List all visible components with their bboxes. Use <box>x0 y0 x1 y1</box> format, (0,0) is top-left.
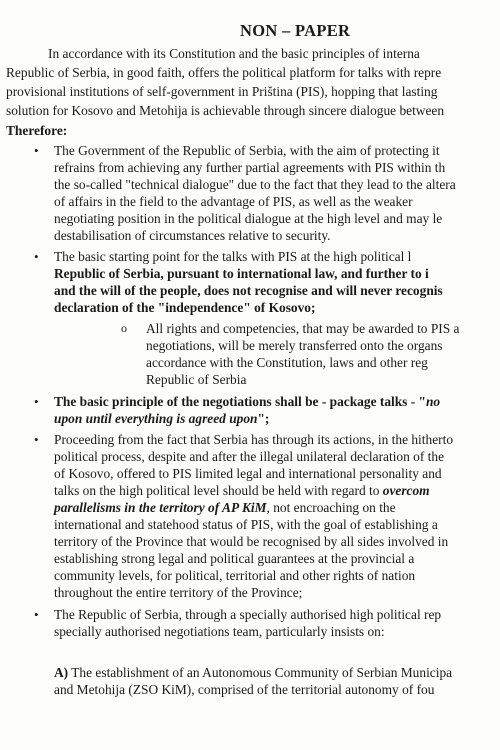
bullet-4-line-4 <box>54 482 430 499</box>
bullet-1-line-2: refrains from achieving any further partial agreements with PIS within th <box>54 160 446 175</box>
intro-line-3: provisional institutions of self-government in Priština (PIS), hopping that lasting <box>6 84 438 99</box>
bullet-4-line-5-text: , not encroaching on the <box>266 500 396 515</box>
bullet-4-line-8: establishing strong legal and political guarantees at the provincial a <box>54 551 415 566</box>
bullet-3-line-1 <box>54 393 440 410</box>
bullet-4-line-5-emphasis: parallelisms in the territory of AP KiM <box>54 500 267 515</box>
bullet-marker: • <box>34 143 39 158</box>
sub-bullet-line-2: negotiations, will be merely transferred onto the organs <box>146 338 443 353</box>
bullet-3-line-2-emphasis: upon until everything is agreed upon <box>54 411 258 426</box>
document-title: NON – PAPER <box>240 21 351 40</box>
point-a-line-1-text: The establishment of an Autonomous Community of Serbian Municipa <box>68 665 453 680</box>
bullet-4-line-1: Proceeding from the fact that Serbia has through its actions, in the hitherto <box>54 432 454 447</box>
bullet-2-line-1: The basic starting point for the talks with PIS at the high political l <box>54 249 412 264</box>
point-a-line-2: and Metohija (ZSO KiM), comprised of the territorial autonomy of fou <box>54 682 435 697</box>
bullet-3-line-1-emphasis: no <box>425 394 441 409</box>
bullet-3-line-1-text: The basic principle of the negotiations shall be - package talks - " <box>54 394 426 409</box>
bullet-marker: • <box>34 432 39 447</box>
bullet-5-line-2: specially authorised negotiations team, particularly insists on: <box>54 624 385 639</box>
bullet-4-line-5 <box>54 499 396 516</box>
bullet-4-line-7: territory of the Province that would be recognised by all sides involved in <box>54 534 449 549</box>
sub-bullet-line-1: All rights and competencies, that may be awarded to PIS a <box>146 321 460 336</box>
bullet-2-line-4: declaration of the "independence" of Kosovo; <box>54 300 316 315</box>
sub-bullet-line-3: accordance with the Constitution, laws and other reg <box>146 355 428 370</box>
bullet-4-line-2: political process, despite and after the illegal unilateral declaration of the <box>54 449 445 464</box>
therefore-heading: Therefore: <box>6 123 68 138</box>
bullet-1-line-6: destabilisation of circumstances relative to security. <box>54 228 331 243</box>
sub-bullet-marker: o <box>121 321 127 335</box>
bullet-2-line-3: and the will of the people, does not recognise and will never recognis <box>54 283 443 298</box>
bullet-4-line-4-text: talks on the high political level should be held with regard to <box>54 483 383 498</box>
bullet-1-line-4: of affairs in the field to the advantage of PIS, as well as the weaker <box>54 194 413 209</box>
bullet-1-line-1: The Government of the Republic of Serbia, with the aim of protecting it <box>54 143 440 158</box>
intro-line-4: solution for Kosovo and Metohija is achievable through sincere dialogue between <box>6 103 445 118</box>
bullet-3-line-2 <box>54 410 269 427</box>
bullet-4-line-4-emphasis: overcom <box>382 483 430 498</box>
bullet-2-line-2: Republic of Serbia, pursuant to international law, and further to i <box>54 266 429 281</box>
intro-line-2: Republic of Serbia, in good faith, offers the political platform for talks with repre <box>6 65 442 80</box>
sub-bullet-line-4: Republic of Serbia <box>146 372 247 387</box>
bullet-4-line-3: of Kosovo, offered to PIS limited legal and international personality and <box>54 466 442 481</box>
bullet-marker: • <box>34 249 39 264</box>
bullet-marker: • <box>34 394 39 409</box>
intro-line-1: In accordance with its Constitution and the basic principles of interna <box>48 46 420 61</box>
bullet-marker: • <box>34 607 39 622</box>
bullet-4-line-10: throughout the entire territory of the Province; <box>54 585 303 600</box>
bullet-4-line-6: international and statehood status of PIS, with the goal of establishing a <box>54 517 438 532</box>
bullet-1-line-5: negotiating position in the political dialogue at the high level and may le <box>54 211 443 226</box>
bullet-3-line-2-text: "; <box>257 411 270 426</box>
point-a-line-1 <box>54 664 452 681</box>
bullet-4-line-9: community levels, for political, territorial and other rights of nation <box>54 568 416 583</box>
point-a-label: A) <box>54 665 69 680</box>
bullet-5-line-1: The Republic of Serbia, through a specially authorised high political rep <box>54 607 442 622</box>
bullet-1-line-3: the so-called "technical dialogue" due to the fact that they lead to the altera <box>54 177 456 192</box>
